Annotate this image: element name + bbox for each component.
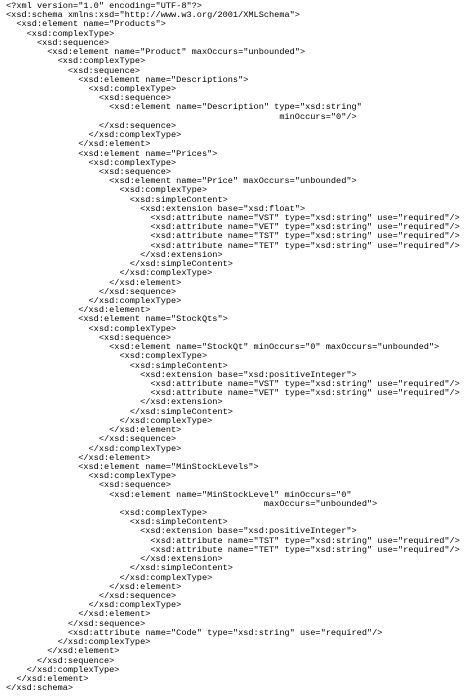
- code-line: <xsd:sequence>: [6, 166, 172, 177]
- code-line: </xsd:element>: [6, 139, 151, 150]
- code-line: </xsd:complexType>: [6, 415, 213, 426]
- code-line: <xsd:attribute name="Code" type="xsd:string" use="required"/>: [6, 627, 383, 638]
- code-line: <xsd:extension base="xsd:float">: [6, 203, 306, 214]
- code-line: <xsd:complexType>: [6, 28, 115, 39]
- code-line: <xsd:element name="Product" maxOccurs="unbounded">: [6, 47, 306, 58]
- code-line: maxOccurs="unbounded">: [6, 498, 378, 509]
- code-line: </xsd:element>: [6, 609, 151, 620]
- code-line: <xsd:simpleContent>: [6, 517, 228, 528]
- code-line: <xsd:element name="Products">: [6, 19, 166, 30]
- code-line: </xsd:element>: [6, 277, 182, 288]
- code-line: </xsd:extension>: [6, 397, 223, 408]
- code-line: <xsd:attribute name="VET" type="xsd:string" use="required"/>: [6, 222, 460, 233]
- code-line: <xsd:attribute name="TST" type="xsd:string" use="required"/>: [6, 535, 460, 546]
- code-line: </xsd:schema>: [6, 683, 74, 694]
- code-line: </xsd:complexType>: [6, 443, 182, 454]
- code-line: <xsd:extension base="xsd:positiveInteger">: [6, 369, 357, 380]
- code-line: </xsd:element>: [6, 581, 182, 592]
- code-line: </xsd:element>: [6, 673, 89, 684]
- code-line: </xsd:element>: [6, 425, 182, 436]
- code-line: <xsd:attribute name="VST" type="xsd:string" use="required"/>: [6, 213, 460, 224]
- code-line: <xsd:attribute name="TST" type="xsd:string" use="required"/>: [6, 231, 460, 242]
- xml-schema-listing: [6, 2, 472, 693]
- code-line: <xsd:sequence>: [6, 332, 172, 343]
- code-line: </xsd:complexType>: [6, 572, 213, 583]
- code-line: <xsd:element name="Prices">: [6, 148, 218, 159]
- code-line: </xsd:simpleContent>: [6, 406, 233, 417]
- code-line: </xsd:sequence>: [6, 591, 177, 601]
- code-line: <xsd:schema xmlns:xsd="http://www.w3.org/2001/XMLSchema">: [6, 10, 300, 21]
- code-line: <xsd:element name="Descriptions">: [6, 74, 249, 85]
- code-line: <xsd:complexType>: [6, 323, 177, 334]
- code-line: <xsd:complexType>: [6, 351, 208, 362]
- code-line: </xsd:complexType>: [6, 637, 151, 648]
- code-line: </xsd:complexType>: [6, 130, 182, 141]
- code-line: <?xml version="1.0" encoding="UTF-8"?>: [6, 1, 202, 11]
- code-line: <xsd:attribute name="VET" type="xsd:string" use="required"/>: [6, 388, 460, 399]
- code-line: <xsd:complexType>: [6, 185, 208, 196]
- code-line: <xsd:sequence>: [6, 480, 172, 491]
- code-line: <xsd:sequence>: [6, 37, 110, 48]
- code-line: </xsd:element>: [6, 452, 151, 463]
- code-line: <xsd:attribute name="TET" type="xsd:string" use="required"/>: [6, 544, 460, 555]
- code-line: <xsd:simpleContent>: [6, 194, 228, 205]
- code-line: <xsd:simpleContent>: [6, 360, 228, 371]
- code-line: <xsd:element name="StockQts">: [6, 314, 228, 325]
- code-line: </xsd:sequence>: [6, 434, 177, 445]
- code-line: <xsd:attribute name="TET" type="xsd:string" use="required"/>: [6, 240, 460, 251]
- code-line: </xsd:complexType>: [6, 664, 120, 675]
- code-line: <xsd:element name="MinStockLevel" minOccurs="0": [6, 489, 352, 500]
- code-line: </xsd:complexType>: [6, 296, 182, 306]
- code-line: </xsd:sequence>: [6, 618, 146, 629]
- code-line: </xsd:element>: [6, 646, 120, 657]
- code-line: minOccurs="0"/>: [6, 111, 357, 122]
- code-line: <xsd:attribute name="VST" type="xsd:string" use="required"/>: [6, 378, 460, 389]
- code-line: <xsd:complexType>: [6, 56, 146, 67]
- code-line: </xsd:simpleContent>: [6, 259, 233, 270]
- code-line: </xsd:simpleContent>: [6, 563, 233, 574]
- code-line: </xsd:complexType>: [6, 268, 213, 279]
- code-line: <xsd:element name="StockQt" minOccurs="0" maxOccurs="unbounded">: [6, 342, 440, 353]
- code-line: <xsd:element name="Description" type="xsd:string": [6, 102, 362, 113]
- code-line: <xsd:element name="MinStockLevels">: [6, 461, 259, 472]
- code-line: </xsd:extension>: [6, 249, 223, 260]
- code-line: <xsd:extension base="xsd:positiveInteger">: [6, 526, 357, 537]
- code-line: <xsd:sequence>: [6, 65, 141, 76]
- code-line: </xsd:sequence>: [6, 655, 115, 666]
- code-line: </xsd:sequence>: [6, 286, 177, 297]
- code-line: <xsd:complexType>: [6, 508, 208, 519]
- code-line: </xsd:sequence>: [6, 120, 177, 131]
- code-line: </xsd:extension>: [6, 554, 223, 565]
- code-line: <xsd:complexType>: [6, 157, 177, 168]
- code-line: </xsd:complexType>: [6, 600, 182, 611]
- code-line: <xsd:element name="Price" maxOccurs="unbounded">: [6, 176, 357, 187]
- code-line: </xsd:element>: [6, 305, 151, 316]
- code-line: <xsd:sequence>: [6, 93, 172, 104]
- code-line: <xsd:complexType>: [6, 471, 177, 482]
- code-line: <xsd:complexType>: [6, 83, 177, 94]
